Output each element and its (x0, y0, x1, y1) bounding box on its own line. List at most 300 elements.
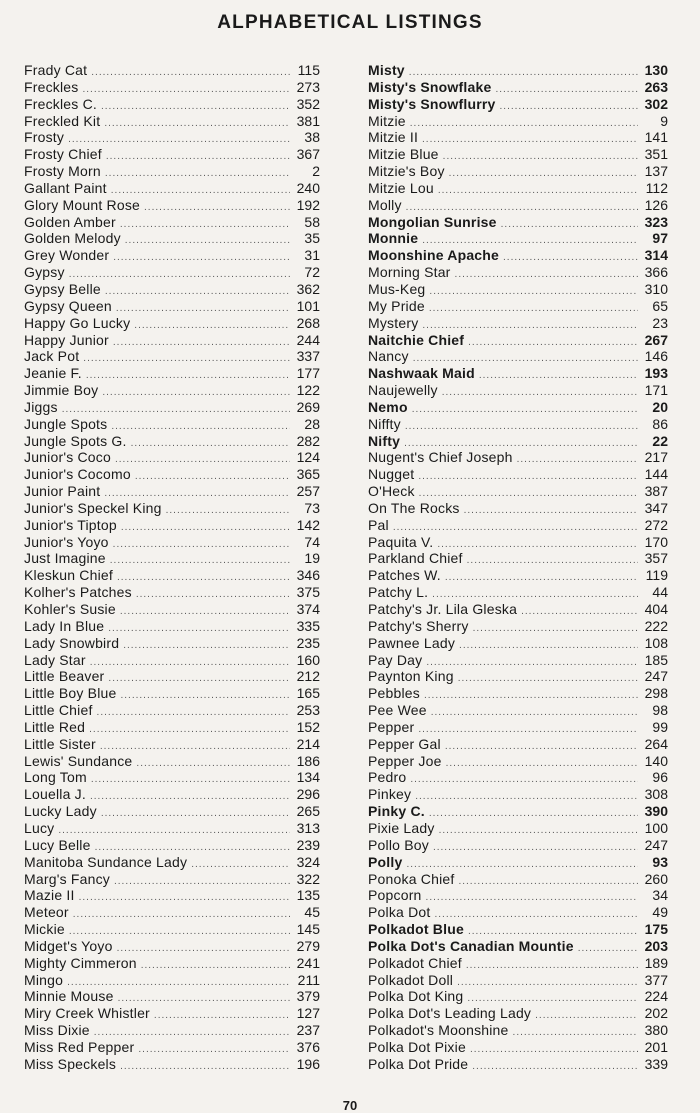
listing-page-number: 34 (652, 887, 668, 904)
listing-name: Polka Dot Pixie (368, 1038, 466, 1055)
page-title: ALPHABETICAL LISTINGS (217, 12, 483, 33)
listing-name: Midget's Yoyo (24, 937, 113, 954)
listing-row (368, 887, 668, 904)
listing-page-number: 365 (296, 466, 320, 483)
listing-page-number: 126 (644, 196, 668, 213)
dot-leader (410, 116, 638, 133)
listing-row (368, 736, 668, 753)
listing-row (368, 281, 668, 298)
listing-name: Junior's Cocomo (24, 466, 131, 483)
listing-name: Junior's Coco (24, 449, 111, 466)
dot-leader (104, 116, 290, 133)
listing-row (368, 837, 668, 854)
listing-page-number: 38 (304, 129, 320, 146)
listing-row (24, 685, 320, 702)
listing-page-number: 137 (644, 163, 668, 180)
listing-row (24, 264, 320, 281)
dot-leader (473, 621, 638, 638)
listing-row (24, 247, 320, 264)
listing-page-number: 272 (644, 516, 668, 533)
dot-leader (91, 65, 290, 82)
listing-row (24, 197, 320, 214)
listing-row (368, 449, 668, 466)
listing-page-number: 192 (296, 196, 320, 213)
listing-name: Little Beaver (24, 668, 105, 685)
listing-row (24, 871, 320, 888)
listing-name: Kleskun Chief (24, 567, 113, 584)
listing-row (24, 214, 320, 231)
listing-name: Misty's Snowflurry (368, 95, 496, 112)
dot-leader (503, 250, 638, 267)
dot-leader (521, 604, 638, 621)
listing-page-number: 152 (296, 718, 320, 735)
listing-row (24, 803, 320, 820)
listing-page-number: 96 (652, 769, 668, 786)
dot-leader (500, 99, 638, 116)
listing-page-number: 134 (296, 769, 320, 786)
listing-page-number: 296 (296, 786, 320, 803)
dot-leader (136, 756, 290, 773)
listing-column-right (368, 62, 668, 1073)
listing-page-number: 97 (652, 230, 668, 247)
listing-row (368, 618, 668, 635)
listing-row (24, 163, 320, 180)
dot-leader (83, 351, 290, 368)
listing-name: Patchy's Sherry (368, 617, 469, 634)
listing-page-number: 185 (644, 651, 668, 668)
listing-name: Miss Speckels (24, 1055, 117, 1072)
listing-name: Frosty Chief (24, 146, 102, 163)
listing-row (368, 1039, 668, 1056)
dot-leader (412, 402, 638, 419)
listing-row (24, 315, 320, 332)
listing-row (24, 129, 320, 146)
listing-page-number: 74 (304, 533, 320, 550)
listing-row (24, 618, 320, 635)
dot-leader (138, 1042, 290, 1059)
listing-name: Polka Dot Pride (368, 1055, 469, 1072)
listing-name: Little Sister (24, 735, 96, 752)
dot-leader (144, 200, 290, 217)
listing-name: Misty (368, 62, 405, 78)
listing-page-number: 31 (304, 247, 320, 264)
listing-page-number: 214 (296, 735, 320, 752)
dot-leader (429, 301, 638, 318)
listing-row (368, 668, 668, 685)
dot-leader (113, 250, 290, 267)
listing-name: Frosty (24, 129, 65, 146)
listing-row (368, 264, 668, 281)
listing-page-number: 237 (296, 1022, 320, 1039)
dot-leader (433, 840, 638, 857)
listing-page-number: 144 (644, 466, 668, 483)
listing-page-number: 323 (644, 213, 668, 230)
listing-row (24, 753, 320, 770)
listing-page-number: 58 (304, 213, 320, 230)
listing-row (24, 938, 320, 955)
listing-page-number: 279 (296, 937, 320, 954)
listing-name: Pepper (368, 718, 415, 735)
dot-leader (426, 890, 638, 907)
listing-page-number: 145 (296, 921, 320, 938)
listing-row (24, 769, 320, 786)
listing-name: O'Heck (368, 483, 415, 500)
listing-page-number: 240 (296, 179, 320, 196)
dot-leader (101, 99, 290, 116)
dot-leader (58, 823, 290, 840)
listing-page-number: 263 (644, 78, 668, 95)
listing-row (24, 786, 320, 803)
listing-page-number: 160 (296, 651, 320, 668)
listing-page-number: 308 (644, 786, 668, 803)
listing-page-number: 346 (296, 567, 320, 584)
listing-page-number: 101 (296, 297, 320, 314)
dot-leader (90, 789, 290, 806)
listing-row (368, 820, 668, 837)
listing-name: Gypsy (24, 264, 65, 281)
listing-page-number: 222 (644, 617, 668, 634)
listing-page-number: 298 (644, 685, 668, 702)
dot-leader (470, 1042, 638, 1059)
listing-name: Jungle Spots G. (24, 432, 127, 449)
listing-page-number: 186 (296, 752, 320, 769)
dot-leader (445, 739, 638, 756)
listing-page-number: 211 (297, 971, 320, 988)
listing-page-number: 366 (644, 264, 668, 281)
listing-name: Mitzie II (368, 129, 419, 146)
listing-page-number: 264 (644, 735, 668, 752)
dot-leader (446, 756, 638, 773)
listing-name: Nugget (368, 466, 415, 483)
dot-leader (459, 638, 638, 655)
listing-row (24, 635, 320, 652)
listing-page-number: 170 (644, 533, 668, 550)
listing-page-number: 335 (296, 617, 320, 634)
listing-name: Polkadot's Moonshine (368, 1022, 509, 1039)
dot-leader (426, 655, 638, 672)
listing-name: Jiggs (24, 398, 58, 415)
listing-name: Miss Dixie (24, 1022, 90, 1039)
listing-name: Mongolian Sunrise (368, 213, 497, 230)
listing-name: Freckles C. (24, 95, 97, 112)
dot-leader (105, 284, 290, 301)
dot-leader (69, 267, 290, 284)
dot-leader (405, 419, 638, 436)
listing-row (368, 129, 668, 146)
listing-page-number: 324 (296, 853, 320, 870)
listing-row (368, 1022, 668, 1039)
listing-name: Gypsy Belle (24, 280, 101, 297)
dot-leader (111, 419, 290, 436)
dot-leader (166, 503, 290, 520)
listing-row (24, 230, 320, 247)
dot-leader (415, 789, 638, 806)
listing-page-number: 100 (644, 819, 668, 836)
dot-leader (418, 469, 638, 486)
listing-name: Pal (368, 516, 389, 533)
listing-row (24, 567, 320, 584)
dot-leader (466, 958, 638, 975)
listing-name: Moonshine Apache (368, 247, 500, 264)
listing-row (24, 1022, 320, 1039)
dot-leader (97, 705, 290, 722)
dot-leader (116, 301, 290, 318)
listing-row (368, 113, 668, 130)
listing-name: Jungle Spots (24, 415, 108, 432)
listing-name: Frosty Morn (24, 163, 101, 180)
listing-row (368, 365, 668, 382)
listing-name: Kohler's Susie (24, 601, 116, 617)
dot-leader (120, 1059, 290, 1076)
listing-page-number: 177 (296, 365, 320, 382)
listing-name: Misty's Snowflake (368, 78, 492, 95)
listing-page-number: 65 (652, 297, 668, 314)
listing-page-number: 99 (652, 718, 668, 735)
listing-page-number: 22 (652, 432, 668, 449)
listing-name: Kolher's Patches (24, 584, 132, 601)
listing-page-number: 202 (644, 1005, 668, 1022)
listing-page-number: 124 (296, 449, 320, 466)
listing-name: Happy Junior (24, 331, 109, 348)
listing-page-number: 72 (304, 264, 320, 281)
listing-row (368, 247, 668, 264)
listing-page-number: 314 (644, 247, 668, 264)
listing-row (368, 230, 668, 247)
listing-page-number: 141 (644, 129, 668, 146)
listing-page-number: 142 (296, 516, 320, 533)
listing-name: Long Tom (24, 769, 87, 786)
dot-leader (410, 772, 638, 789)
listing-page-number: 376 (296, 1038, 320, 1055)
listing-row (368, 500, 668, 517)
listing-row (368, 332, 668, 349)
listing-row (368, 702, 668, 719)
listing-row (24, 146, 320, 163)
dot-leader (117, 941, 290, 958)
listing-row (24, 988, 320, 1005)
listing-page-number: 135 (296, 887, 320, 904)
dot-leader (457, 975, 638, 992)
listing-name: Pixie Lady (368, 819, 435, 836)
listing-page-number: 390 (644, 803, 668, 820)
listing-page-number: 375 (296, 584, 320, 601)
listing-row (368, 635, 668, 652)
listing-row (24, 483, 320, 500)
dot-leader (108, 621, 290, 638)
listing-page-number: 20 (652, 398, 668, 415)
listing-page-number: 217 (644, 449, 668, 466)
listing-page-number: 189 (644, 954, 668, 971)
listing-page-number: 196 (296, 1055, 320, 1072)
listing-name: Lucy (24, 819, 55, 836)
listing-row (368, 298, 668, 315)
dot-leader (467, 553, 638, 570)
listing-page-number: 337 (296, 348, 320, 365)
listing-row (24, 433, 320, 450)
listing-row (368, 719, 668, 736)
listing-page-number: 357 (644, 550, 668, 567)
listing-name: Louella J. (24, 786, 86, 803)
listing-row (368, 1056, 668, 1073)
listing-row (24, 854, 320, 871)
listing-name: Mitzie (368, 112, 406, 129)
listing-row (368, 483, 668, 500)
listing-name: Mighty Cimmeron (24, 954, 137, 971)
listing-page-number: 86 (652, 415, 668, 432)
listing-name: Mickie (24, 921, 65, 938)
listing-row (24, 62, 320, 79)
listing-name: Patchy L. (368, 584, 429, 601)
dot-leader (578, 941, 638, 958)
listing-row (368, 197, 668, 214)
dot-leader (120, 217, 290, 234)
listing-row (368, 803, 668, 820)
listing-row (368, 955, 668, 972)
listing-name: Polka Dot King (368, 988, 464, 1005)
listing-name: Manitoba Sundance Lady (24, 853, 188, 870)
dot-leader (458, 874, 638, 891)
listing-row (368, 854, 668, 871)
listing-name: Pollo Boy (368, 836, 429, 853)
listing-name: Paynton King (368, 668, 454, 685)
dot-leader (154, 1008, 290, 1025)
listing-row (368, 550, 668, 567)
dot-leader (134, 318, 290, 335)
listing-row (24, 719, 320, 736)
dot-leader (435, 907, 639, 924)
listing-page-number: 347 (644, 499, 668, 516)
listing-name: Golden Melody (24, 230, 121, 247)
dot-leader (121, 520, 290, 537)
listing-row (368, 1005, 668, 1022)
listing-row (24, 180, 320, 197)
dot-leader (79, 890, 290, 907)
listing-page-number: 374 (296, 601, 320, 617)
listing-row (24, 904, 320, 921)
listing-name: Polkadot Doll (368, 971, 454, 988)
listing-name: Little Chief (24, 702, 93, 719)
dot-leader (472, 1059, 638, 1076)
listing-row (24, 1005, 320, 1022)
dot-leader (136, 587, 290, 604)
listing-page-number: 9 (660, 112, 668, 129)
listing-row (368, 399, 668, 416)
listing-name: Junior's Tiptop (24, 516, 117, 533)
dot-leader (468, 335, 638, 352)
dot-leader (429, 806, 638, 823)
listing-name: Nugent's Chief Joseph (368, 449, 513, 466)
listing-name: Polly (368, 853, 403, 870)
listing-page-number: 201 (644, 1038, 668, 1055)
listing-row (368, 382, 668, 399)
dot-leader (445, 570, 638, 587)
listing-page-number: 339 (644, 1055, 668, 1072)
listing-name: Polkadot Chief (368, 954, 462, 971)
listing-row (368, 416, 668, 433)
listing-name: Nashwaak Maid (368, 365, 475, 382)
listing-row (368, 972, 668, 989)
listing-name: Patchy's Jr. Lila Gleska (368, 601, 518, 617)
listing-row (24, 887, 320, 904)
listing-name: Popcorn (368, 887, 422, 904)
listing-name: Mystery (368, 314, 419, 331)
listing-page-number: 224 (644, 988, 668, 1005)
listing-name: On The Rocks (368, 499, 460, 516)
listing-name: Polka Dot's Leading Lady (368, 1005, 532, 1022)
dot-leader (431, 705, 638, 722)
listing-row (368, 871, 668, 888)
listing-name: Frady Cat (24, 62, 88, 78)
listing-name: Little Red (24, 718, 86, 735)
dot-leader (114, 874, 290, 891)
listing-name: Polka Dot (368, 904, 431, 921)
listing-row (368, 79, 668, 96)
dot-leader (458, 671, 638, 688)
listing-page-number: 352 (296, 95, 320, 112)
dot-leader (439, 823, 638, 840)
listing-page-number: 193 (644, 365, 668, 382)
listing-row (368, 584, 668, 601)
listing-name: Miry Creek Whistler (24, 1005, 150, 1022)
listing-row (24, 736, 320, 753)
listing-page-number: 2 (312, 163, 320, 180)
listing-page-number: 112 (645, 179, 668, 196)
listing-row (368, 988, 668, 1005)
listing-page-number: 45 (304, 904, 320, 921)
dot-leader (437, 537, 638, 554)
listing-name: Paquita V. (368, 533, 434, 550)
dot-leader (438, 183, 638, 200)
dot-leader (517, 452, 638, 469)
listing-row (24, 500, 320, 517)
listing-page-number: 241 (296, 954, 320, 971)
listing-row (24, 550, 320, 567)
dot-leader (113, 537, 290, 554)
dot-leader (108, 671, 290, 688)
listing-page-number: 239 (296, 836, 320, 853)
listing-row (24, 298, 320, 315)
listing-name: Pinkey (368, 786, 412, 803)
dot-leader (102, 385, 290, 402)
listing-name: Lady Snowbird (24, 634, 120, 651)
dot-leader (106, 149, 290, 166)
dot-leader (73, 907, 290, 924)
listing-page-number: 98 (652, 702, 668, 719)
dot-leader (121, 688, 291, 705)
listing-row (24, 921, 320, 938)
listing-name: Little Boy Blue (24, 685, 117, 702)
listing-name: Just Imagine (24, 550, 106, 567)
listing-name: Junior Paint (24, 483, 101, 500)
dot-leader (135, 469, 290, 486)
dot-leader (123, 638, 290, 655)
listing-row (24, 281, 320, 298)
listing-row (24, 517, 320, 534)
listing-name: Mitzie Blue (368, 146, 439, 163)
dot-leader (513, 1025, 638, 1042)
listing-page-number: 203 (644, 937, 668, 954)
listing-page-number: 381 (296, 112, 320, 129)
listing-name: Happy Go Lucky (24, 314, 131, 331)
dot-leader (464, 503, 638, 520)
listing-page-number: 247 (644, 836, 668, 853)
listing-row (24, 652, 320, 669)
listing-name: Pedro (368, 769, 407, 786)
dot-leader (479, 368, 638, 385)
listing-row (368, 96, 668, 113)
dot-leader (443, 149, 638, 166)
listing-row (368, 904, 668, 921)
